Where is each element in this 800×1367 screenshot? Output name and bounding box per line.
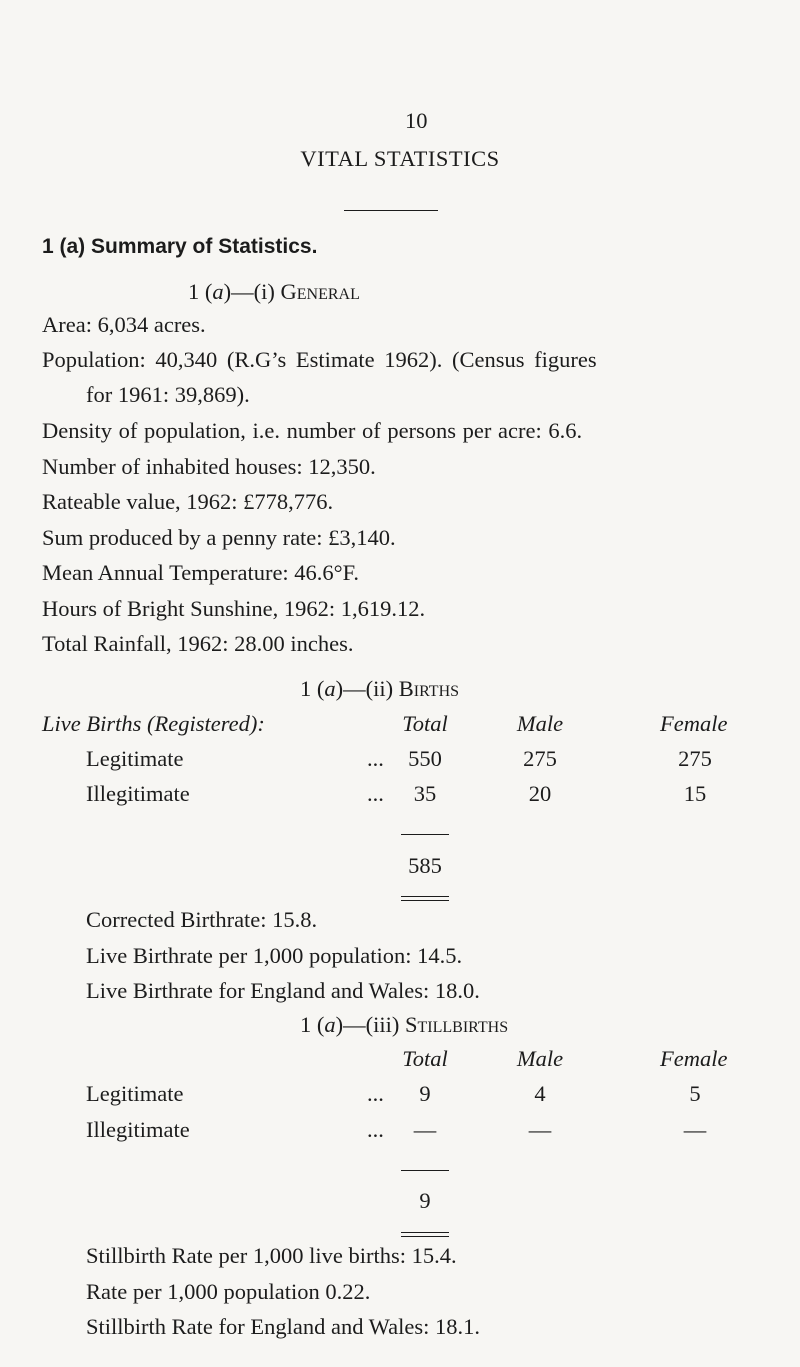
stillbirths-row-legitimate-label: Legitimate [86, 1081, 184, 1106]
births-header-total: Total [402, 711, 448, 736]
page-number: 10 [405, 108, 428, 133]
stillbirths-note-rate-population: Rate per 1,000 population 0.22. [86, 1279, 371, 1304]
births-col-label: Live Births (Registered): [42, 711, 265, 736]
stillbirths-note-england-wales: Stillbirth Rate for England and Wales: 18.1. [86, 1314, 480, 1339]
general-line-rainfall: Total Rainfall, 1962: 28.00 inches. [42, 631, 354, 656]
general-line-area: Area: 6,034 acres. [42, 312, 206, 337]
stillbirths-header-male: Male [516, 1046, 564, 1071]
stillbirths-heading-mid: —(iii) [343, 1012, 400, 1037]
general-line-density: Density of population, i.e. number of persons per acre: 6.6. [42, 418, 583, 443]
general-line-population: Population: 40,340 (R.G’s Estimate 1962). (Census figures [42, 347, 597, 372]
births-note-england-wales: Live Birthrate for England and Wales: 18.0. [86, 978, 480, 1003]
stillbirths-row-legitimate-male: 4 [534, 1081, 546, 1106]
births-header-female: Female [660, 711, 728, 736]
stillbirths-heading-word: Stillbirths [405, 1012, 509, 1037]
births-note-per-1000: Live Birthrate per 1,000 population: 14.5. [86, 943, 463, 968]
births-heading-word: Births [398, 676, 460, 701]
births-row-legitimate-total: 550 [408, 746, 442, 771]
stillbirths-row-illegitimate-total: — [413, 1117, 437, 1142]
births-heading-prefix: 1 [300, 676, 312, 701]
general-line-temperature: Mean Annual Temperature: 46.6°F. [42, 560, 360, 585]
births-heading-mid: —(ii) [343, 676, 394, 701]
births-heading-a: a [324, 676, 336, 701]
page-title: VITAL STATISTICS [300, 146, 500, 171]
births-row-illegitimate-dots: ... [367, 781, 384, 806]
general-heading-mid: —(i) [231, 279, 275, 304]
general-heading-word: General [280, 279, 360, 304]
title-divider [344, 210, 438, 211]
general-heading: 1 (a)—(i) General [188, 279, 360, 304]
general-line-houses: Number of inhabited houses: 12,350. [42, 454, 376, 479]
stillbirths-row-illegitimate-label: Illegitimate [86, 1117, 190, 1142]
births-row-illegitimate-female: 15 [683, 781, 707, 806]
general-line-sunshine: Hours of Bright Sunshine, 1962: 1,619.12. [42, 596, 426, 621]
stillbirths-note-rate-live: Stillbirth Rate per 1,000 live births: 15.4. [86, 1243, 457, 1268]
births-row-legitimate-label: Legitimate [86, 746, 184, 771]
stillbirths-sum-rule [401, 1170, 449, 1171]
births-row-legitimate-female: 275 [678, 746, 712, 771]
births-note-corrected: Corrected Birthrate: 15.8. [86, 907, 318, 932]
births-row-legitimate-dots: ... [367, 746, 384, 771]
stillbirths-heading: 1 (a)—(iii) Stillbirths [300, 1012, 509, 1037]
general-line-rateable: Rateable value, 1962: £778,776. [42, 489, 334, 514]
stillbirths-row-illegitimate-dots: ... [367, 1117, 384, 1142]
stillbirths-header-female: Female [660, 1046, 728, 1071]
stillbirths-heading-prefix: 1 [300, 1012, 312, 1037]
stillbirths-double-rule [401, 1232, 449, 1237]
stillbirths-row-illegitimate-male: — [528, 1117, 552, 1142]
general-heading-a: a [212, 279, 224, 304]
births-row-legitimate-male: 275 [523, 746, 557, 771]
births-header-male: Male [516, 711, 564, 736]
section-heading: 1 (a) Summary of Statistics. [42, 235, 318, 258]
stillbirths-sum-total: 9 [419, 1188, 431, 1213]
births-sum-rule [401, 834, 449, 835]
general-line-census: for 1961: 39,869). [86, 382, 250, 407]
general-line-penny-rate: Sum produced by a penny rate: £3,140. [42, 525, 396, 550]
general-heading-prefix: 1 [188, 279, 200, 304]
births-row-illegitimate-male: 20 [528, 781, 552, 806]
stillbirths-header-total: Total [402, 1046, 448, 1071]
stillbirths-row-legitimate-female: 5 [689, 1081, 701, 1106]
births-row-illegitimate-label: Illegitimate [86, 781, 190, 806]
stillbirths-row-legitimate-dots: ... [367, 1081, 384, 1106]
births-sum-total: 585 [408, 853, 442, 878]
births-row-illegitimate-total: 35 [413, 781, 437, 806]
births-double-rule [401, 896, 449, 901]
stillbirths-heading-a: a [324, 1012, 336, 1037]
stillbirths-row-illegitimate-female: — [683, 1117, 707, 1142]
stillbirths-row-legitimate-total: 9 [419, 1081, 431, 1106]
births-heading: 1 (a)—(ii) Births [300, 676, 460, 701]
